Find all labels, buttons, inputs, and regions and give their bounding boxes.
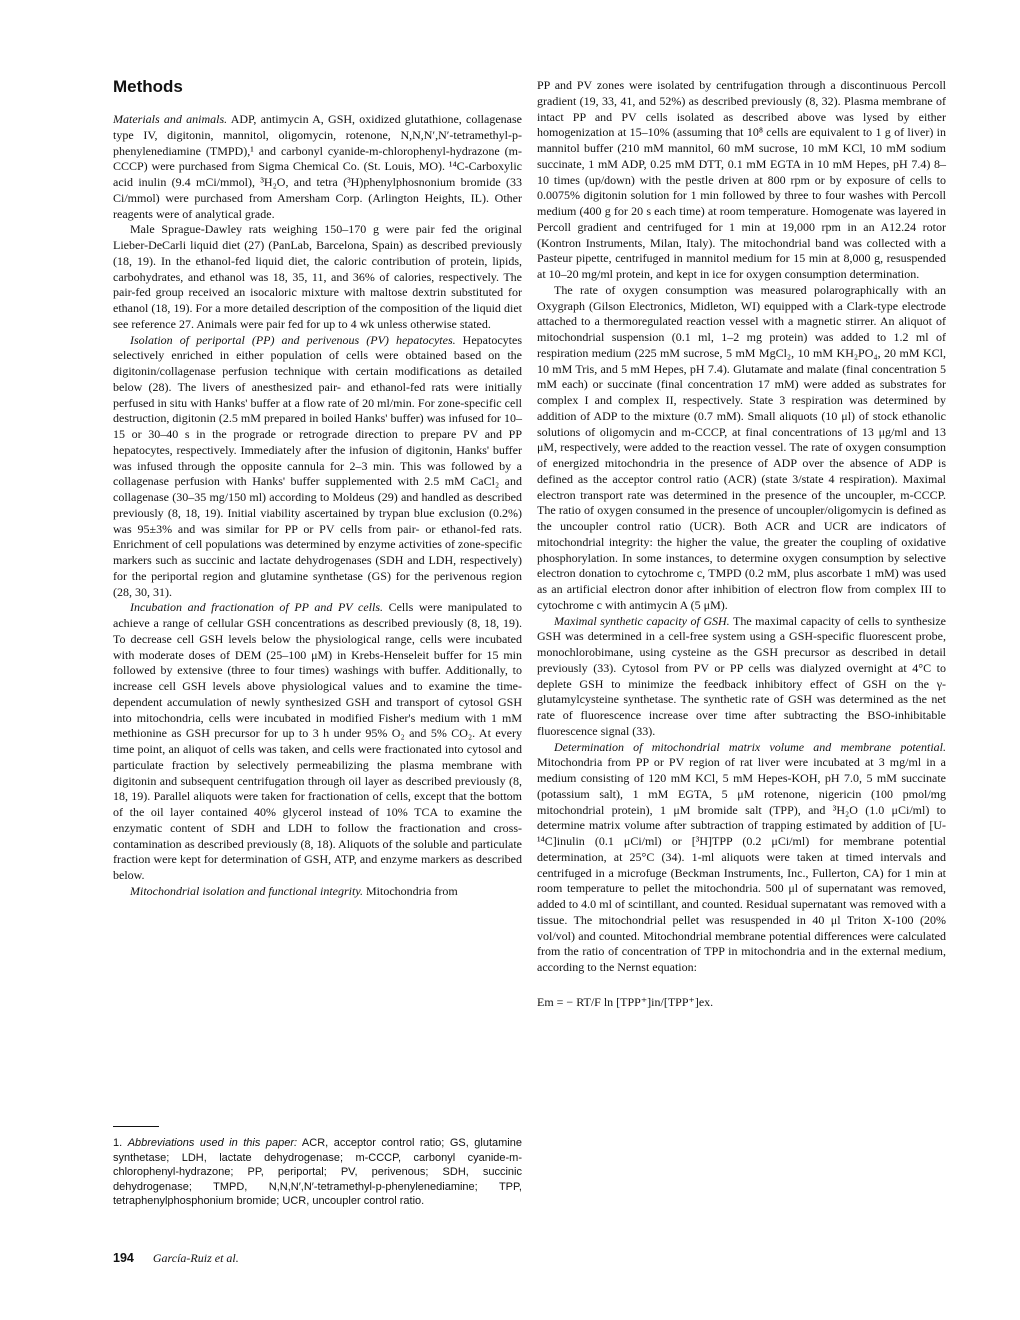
paragraph-matrix-volume	[537, 740, 946, 976]
section-title: Methods	[113, 77, 183, 96]
run-in-heading: Determination of mitochondrial matrix volume and membrane potential.	[554, 739, 946, 754]
run-in-heading: Maximal synthetic capacity of GSH.	[554, 613, 730, 628]
nernst-equation: Em = − RT/F ln [TPP⁺]in/[TPP⁺]ex.	[537, 994, 714, 1009]
paragraph-text: Mitochondria from PP or PV region of rat liver were incubated at 3 mg/ml in a medium consisting of 120 mM KCl, 5 mM Hepes-KOH, pH 7.0, 5 mM succinate (potassium salt), 1 mM EGTA, 5 μM rotenone, nigericin (100 pmol/mg mitochondrial protein), 1 μM bromide salt (TPP), and ³H₂O (1.0 μCi/ml) to determine matrix volume after subtraction of trapping estimated by addition of [U-¹⁴C]inulin (0.1 μCi/ml) or [³H]TPP (0.2 μCi/ml) for membrane potential determination, at 25°C (34). 1-ml aliquots were taken at timed intervals and centrifuged in a microfuge (Beckman Instruments, Inc., Fullerton, CA) for 1 min at room temperature to pellet the mitochondria. 500 μl of supernatant was removed, added to 4.0 ml of scintillant, and counted. Residual supernatant was removed with a tissue. The mitochondrial pellet was resuspended in 40 μl Triton X-100 (20% vol/vol) and counted. Mitochondrial membrane potential differences were calculated from the ratio of concentration of TPP in mitochondria and in the external medium, according to the Nernst equation:	[537, 755, 946, 974]
paragraph-rats-diet	[113, 222, 522, 332]
paragraph-text: The maximal capacity of cells to synthesize GSH was determined in a cell-free system using a GSH-specific fluorescent probe, monochlorobimane, using cysteine as the GSH precursor as described in detail previously (33). Cytosol from PV or PP cells was dialyzed overnight at 4°C to deplete GSH to minimize the feedback inhibitory effect of GSH on the γ-glutamylcysteine synthetase. The synthetic rate of GSH was determined as the net rate of fluorescence increase over time after subtracting the BSO-inhibitable fluorescence signal (33).	[537, 613, 946, 738]
footnote-text: ACR, acceptor control ratio; GS, glutamine synthetase; LDH, lactate dehydrogenase; m-CCCP, carbonyl cyanide-m-chlorophenyl-hydrazone; PP, periportal; PV, perivenous; SDH, succinic dehydrogenase; TMPD, N,N,N′,N′-tetramethyl-p-phenylenediamine; TPP, tetraphenylphosphonium bromide; UCR, uncoupler control ratio.	[113, 1137, 522, 1208]
run-in-heading: Mitochondrial isolation and functional integrity.	[130, 883, 363, 898]
paragraph-text: Male Sprague-Dawley rats weighing 150–170 g were pair fed the original Lieber-DeCarli liquid diet (27) (PanLab, Barcelona, Spain) as described previously (18, 19). In the ethanol-fed liquid diet, the caloric contribution of protein, lipids, carbohydrates, and ethanol was 18, 35, 11, and 36% of calories, respectively. The pair-fed group received an isocaloric mixture with maltose dextrin substituted for ethanol (18, 19). For a more detailed description of the composition of the liquid diet see reference 27. Animals were pair fed for up to 4 wk unless otherwise stated.	[113, 222, 522, 331]
page-number: 194	[113, 1251, 134, 1265]
paragraph-materials-and-animals	[113, 112, 522, 222]
page-footer	[113, 1250, 239, 1266]
paragraph-hepatocyte-isolation	[113, 333, 522, 601]
paragraph-mitochondrial-isolation	[113, 884, 522, 900]
run-in-heading: Materials and animals.	[113, 112, 228, 126]
paragraph-incubation-fractionation	[113, 600, 522, 884]
run-in-heading: Incubation and fractionation of PP and PV cells.	[130, 600, 383, 615]
right-column	[537, 78, 946, 1011]
run-in-heading: Isolation of periportal (PP) and perivenous (PV) hepatocytes.	[130, 332, 456, 347]
footnote-heading: Abbreviations used in this paper:	[127, 1137, 298, 1149]
footnote-abbreviations	[113, 1136, 522, 1209]
footnote	[113, 1126, 522, 1209]
left-column	[113, 74, 522, 900]
paragraph-text: ADP, antimycin A, GSH, oxidized glutathione, collagenase type IV, digitonin, mannitol, oligomycin, rotenone, N,N,N′,N′-tetramethyl-p-phenylenediamine (TMPD),¹ and carbonyl cyanide-m-chlorophenyl-hydrazone (m-CCCP) were purchased from Sigma Chemical Co. (St. Louis, MO). ¹⁴C-Carboxylic acid inulin (9.4 mCi/mmol), ³H₂O, and tetra (³H)phenylphosnonium bromide (33 Ci/mmol) were purchased from Amersham Corp. (Arlington Heights, IL). Other reagents were of analytical grade.	[113, 112, 522, 221]
paragraph-text: Mitochondria from	[363, 883, 458, 898]
paragraph-text: Hepatocytes selectively enriched in either population of cells were obtained based on the digitonin/collagenase perfusion technique with certain modifications as detailed below (28). The livers of anesthesized pair- and ethanol-fed rats were initially perfused in situ with Hanks' buffer at a flow rate of 20 ml/min. For zone-specific cell destruction, digitonin (2.5 mM prepared in boiled Hanks' buffer) was infused for 10–15 or 30–40 s in the prograde or retrograde direction to prepare PV and PP hepatocytes, respectively. Immediately after the infusion of digitonin, Hanks' buffer was infused through the opposite cannula for 2–3 min. This was followed by a collagenase perfusion with Hanks' buffer supplemented with 2.5 mM CaCl₂ and collagenase (30–35 mg/150 ml) according to Moldeus (29) and handled as described previously (8, 18, 19). Initial viability ascertained by trypan blue exclusion (0.2%) was 95±3% and was similar for PP or PV cells from pair- or ethanol-fed rats. Enrichment of cell populations was determined by enzyme activities of zone-specific markers such as succinic and lactate dehydrogenases (SDH and LDH, respectively) for the periportal region and glutamine synthetase (GS) for the perivenous region (28, 30, 31).	[113, 332, 522, 599]
paragraph-gsh-capacity	[537, 614, 946, 740]
paragraph-text: Cells were manipulated to achieve a range of cellular GSH concentrations as described previously (8, 18, 19). To decrease cell GSH levels below the physiological range, cells were incubated with moderate doses of DEM (25–100 μM) in Krebs-Henseleit buffer for 15 min followed by extensive (three to four times) washings with buffer. Additionally, to increase cell GSH levels above physiological values and to examine the time-dependent accumulation of newly synthesized GSH and transport of cytosol GSH into mitochondria, cells were incubated in modified Fisher's medium with 1 mM methionine as GSH precursor for up to 3 h under 95% O₂ and 5% CO₂. At every time point, an aliquot of cells was taken, and cells were fractionated into cytosol and particulate fraction by selectively permeabilizing the plasma membrane with digitonin and subsequent centrifugation through oil layer as described previously (8, 18, 19). Parallel aliquots were taken for fractionation of cells, except that the bottom of the oil layer contained 40% glycerol instead of 10% TCA to examine the enzymatic content of SDH and LDH to follow the fractionation and cross-contamination as described previously (8, 18). Aliquots of the soluble and particulate fraction were kept for determination of GSH, ATP, and enzyme markers as described below.	[113, 600, 522, 882]
paragraph-text: PP and PV zones were isolated by centrifugation through a discontinuous Percoll gradient (19, 33, 41, and 52%) as described previously (8, 32). Plasma membrane of intact PP and PV cells isolated as described above was lysed by either homogenization at 15–10% (assuming that 10⁸ cells are equivalent to 1 g of liver) in mannitol buffer (210 mM mannitol, 60 mM sucrose, 10 mM KCl, 10 mM sodium succinate, 1 mM ADP, 0.25 mM DTT, 0.1 mM EGTA in 10 mM Hepes, pH 7.4) 8–10 times (up/down) with the pestle driven at 800 rpm or by exposure of cells to 0.0075% digitonin solution for 1 min followed by three to four washes with Percoll medium (400 g for 20 s each time) at room temperature. Homogenate was layered in Percoll gradient and centrifuged for 1 min at 19,000 rpm in an A12.24 rotor (Kontron Instruments, Milan, Italy). The mitochondrial band was collected with a Pasteur pipette, centrifuged in mannitol medium for 15 min at 8,000 g, resuspended at 10–20 mg/ml protein, and kept in ice for oxygen consumption determination.	[537, 78, 946, 281]
running-author: García-Ruiz et al.	[152, 1251, 239, 1265]
footnote-marker: 1.	[113, 1137, 123, 1149]
footnote-rule	[113, 1126, 159, 1127]
paragraph-oxygen-consumption	[537, 283, 946, 614]
paragraph-text: The rate of oxygen consumption was measured polarographically with an Oxygraph (Gilson Electronics, Midleton, WI) equipped with a Clark-type electrode attached to a thermoregulated reaction vessel with a magnetic stirrer. An aliquot of mitochondrial suspension (0.1 ml, 1–2 mg protein) was added to 1.2 ml of respiration medium (225 mM sucrose, 5 mM MgCl₂, 10 mM KH₂PO₄, 20 mM KCl, 10 mM Tris, and 5 mM Hepes, pH 7.4). Glutamate and malate (final concentration 5 mM each) or succinate (final concentration 17 mM) were added as substrates for complex I and complex II, respectively. State 3 respiration was determined by addition of ADP to the mixture (0.7 mM). Small aliquots (10 μl) of stock ethanolic solutions of oligomycin and m-CCCP, at final concentrations of 13 μg/ml and 13 μM, respectively, were added to the reaction vessel. The rate of oxygen consumption of energized mitochondria in the presence of ADP over the absence of ADP is defined as the acceptor control ratio (ACR) (state 3/state 4 respiration). Maximal electron transport rate was determined in the presence of the uncoupler, m-CCCP. The ratio of oxygen consumed in the presence of uncoupler/oligomycin is defined as the uncoupler control ratio (UCR). Both ACR and UCR are indicators of mitochondrial integrity: the higher the value, the greater the coupling of oxidative phosphorylation. In some instances, to determine oxygen consumption by selective electron donation to cytochrome c, TMPD (0.2 mM, plus ascorbate 1 mM) was used as an artificial electron donor after inhibition of electron flow from complex III to cytochrome c with antimycin A (5 μM).	[537, 282, 946, 612]
paragraph-mitochondria-continued	[537, 78, 946, 283]
